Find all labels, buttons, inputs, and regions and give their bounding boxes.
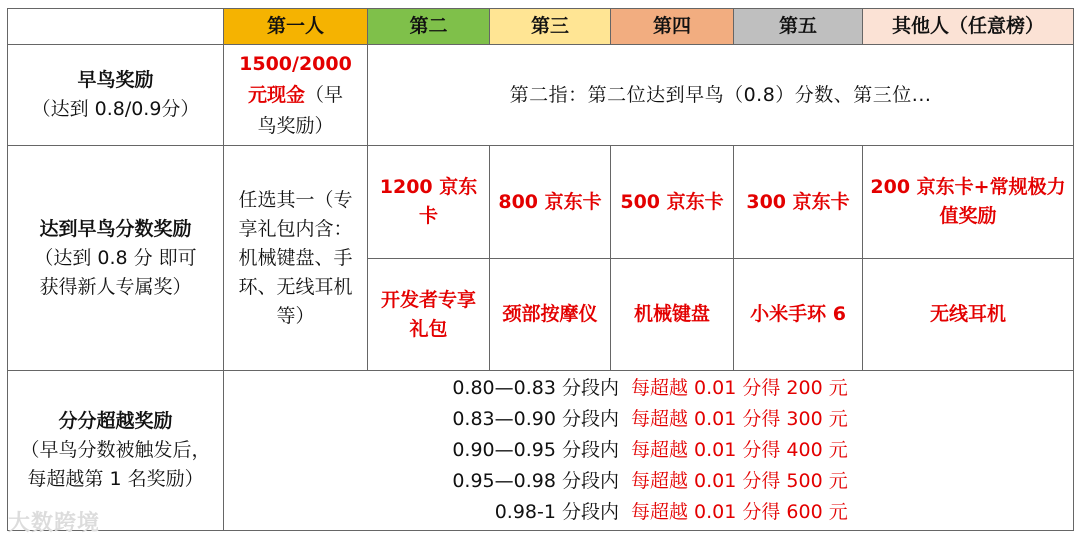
- gift-third: 颈部按摩仪: [490, 259, 611, 371]
- early-bird-note: 第二指：第二位达到早鸟（0.8）分数、第三位...: [368, 45, 1074, 146]
- reward-table: [7, 8, 1074, 531]
- header-blank: [8, 9, 224, 45]
- tier-row: 0.98-1 分段内 每超越 0.01 分得 600 元: [494, 501, 848, 523]
- tier-row: 0.80—0.83 分段内 每超越 0.01 分得 200 元: [452, 377, 848, 399]
- tier-row: 0.83—0.90 分段内 每超越 0.01 分得 300 元: [452, 408, 848, 430]
- watermark: 大数跨境: [8, 511, 101, 536]
- jd-card-fourth: 500 京东卡: [611, 146, 734, 259]
- jd-card-third: 800 京东卡: [490, 146, 611, 259]
- early-bird-suffix: 鸟奖励）: [257, 114, 334, 137]
- gift-other: 无线耳机: [863, 259, 1074, 371]
- header-row: [8, 9, 1074, 45]
- gift-second: 开发者专享礼包: [368, 259, 490, 371]
- tier-row: 0.90—0.95 分段内 每超越 0.01 分得 400 元: [452, 439, 848, 461]
- score-reward-sub2: 获得新人专属奖）: [39, 275, 192, 298]
- early-bird-first: [224, 45, 368, 146]
- score-reward-row-cards: [8, 146, 1074, 259]
- header-fourth: 第四: [611, 9, 734, 45]
- tier-row: 0.95—0.98 分段内 每超越 0.01 分得 500 元: [452, 470, 848, 492]
- surpass-row: [8, 371, 1074, 531]
- surpass-sub: （早鸟分数被触发后，每超越第 1 名奖励）: [20, 439, 211, 490]
- early-bird-row: [8, 45, 1074, 146]
- header-other: 其他人（任意榜）: [863, 9, 1074, 45]
- score-reward-title: 达到早鸟分数奖励: [39, 217, 192, 240]
- jd-card-second: 1200 京东卡: [368, 146, 490, 259]
- header-fifth: 第五: [734, 9, 863, 45]
- header-first: 第一人: [224, 9, 368, 45]
- header-third: 第三: [490, 9, 611, 45]
- header-second: 第二: [368, 9, 490, 45]
- early-bird-sub: （达到 0.8/0.9分）: [31, 98, 200, 120]
- jd-card-fifth: 300 京东卡: [734, 146, 863, 259]
- early-bird-paren: （早: [305, 83, 344, 106]
- gift-fourth: 机械键盘: [611, 259, 734, 371]
- early-bird-label: [8, 45, 224, 146]
- score-reward-label: [8, 146, 224, 371]
- score-reward-first-text: 任选其一（专享礼包内含：机械键盘、手环、无线耳机等）: [238, 188, 353, 327]
- jd-card-other: 200 京东卡+常规极力值奖励: [863, 146, 1074, 259]
- gift-fifth: 小米手环 6: [734, 259, 863, 371]
- score-reward-sub1: （达到 0.8 分 即可: [34, 246, 197, 269]
- early-bird-title: 早鸟奖励: [77, 69, 154, 91]
- surpass-tiers: [224, 371, 1074, 531]
- surpass-title: 分分超越奖励: [58, 410, 173, 432]
- score-reward-first: [224, 146, 368, 371]
- early-bird-cash: 元现金: [247, 83, 305, 106]
- early-bird-amount: 1500/2000: [239, 52, 352, 75]
